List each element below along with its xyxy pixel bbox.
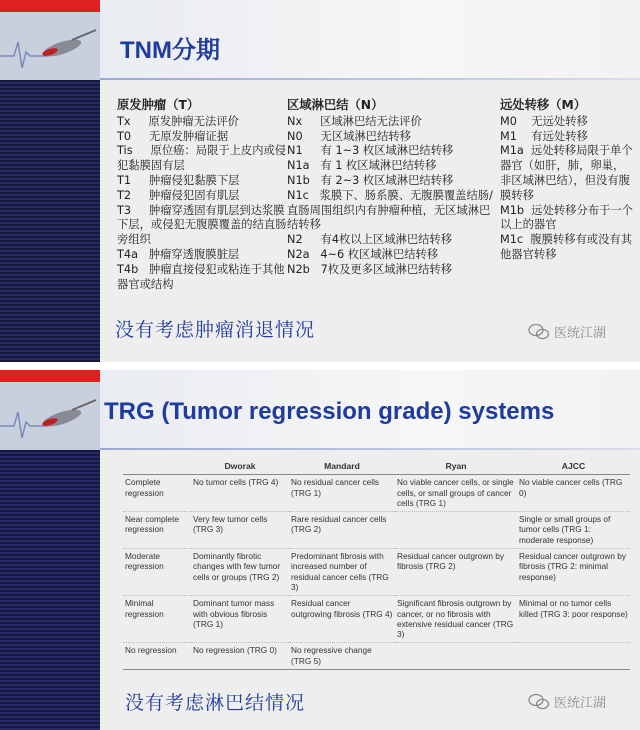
row-label: Minimal regression (123, 596, 191, 643)
list-item: N1c 浆膜下、肠系膜、无腹膜覆盖结肠/直肠周围组织内有肿瘤种植，无区域淋巴结转移 (287, 188, 493, 232)
list-item: N1 有 1~3 枚区域淋巴结转移 (287, 144, 454, 158)
table-cell: Single or small groups of tumor cells (TRG 1: moderate response) (517, 512, 630, 549)
row-label: Complete regression (125, 477, 164, 498)
table-cell: Predominant fibrosis with increased number of residual cancer cells (TRG 3) (289, 549, 395, 596)
list-item: N1a 有 1 枚区域淋巴结转移 (287, 159, 437, 173)
row-label: Near complete regression (123, 512, 191, 549)
table-cell: No viable cancer cells, or single cells, or small groups of cancer cells (TRG 1) (397, 477, 514, 508)
left-stripe-sidebar (0, 80, 100, 362)
slide-footer-note: 没有考虑肿瘤消退情况 (115, 319, 316, 341)
table-cell: Dominantly fibrotic changes with few tumor cells or groups (TRG 2) (191, 549, 289, 596)
watermark (528, 322, 606, 341)
column-primary-tumor (117, 98, 287, 292)
left-stripe-sidebar (0, 450, 100, 730)
table-cell: No regression (TRG 0) (191, 643, 289, 670)
list-item: N2 有4枚以上区域淋巴结转移 (287, 233, 453, 247)
table-header-cell: Mandard (289, 458, 395, 475)
slide-tnm-staging (0, 0, 640, 362)
table-cell: No residual cancer cells (TRG 1) (291, 477, 380, 498)
list-item: Nx 区域淋巴结无法评价 (287, 114, 422, 128)
table-cell: Minimal or no tumor cells killed (TRG 3: poor response) (517, 596, 630, 643)
list-item: M1a 远处转移局限于单个器官（如肝，肺，卵巢，非区域淋巴结），但没有腹膜转移 (500, 144, 633, 202)
slide-logo-graphic (0, 12, 100, 80)
table-cell (517, 643, 630, 670)
wechat-icon (528, 693, 550, 711)
table-cell: Rare residual cancer cells (TRG 2) (289, 512, 395, 549)
title-divider (100, 448, 640, 450)
row-label: Moderate regression (123, 549, 191, 596)
table-header-cell (123, 458, 191, 475)
table-cell: Residual cancer outgrown by fibrosis (TRG 2) (395, 549, 517, 596)
table-cell: Very few tumor cells (TRG 3) (191, 512, 289, 549)
table-row (123, 643, 630, 670)
title-divider (100, 78, 640, 80)
slide-title: TRG (Tumor regression grade) systems (104, 398, 555, 425)
table-row (123, 475, 630, 512)
list-item: T3 肿瘤穿透固有肌层到达浆膜下层，或侵犯无腹膜覆盖的结直肠旁组织 (117, 203, 287, 247)
list-item: Tis 原位癌：局限于上皮内或侵犯黏膜固有层 (117, 144, 287, 173)
slide-footer-note: 没有考虑淋巴结情况 (125, 692, 306, 714)
column-distant-metastasis (500, 98, 635, 263)
accent-red-bar (0, 370, 100, 382)
table-row (123, 596, 630, 643)
watermark-text: 医统江湖 (554, 326, 607, 341)
watermark-text: 医统江湖 (554, 696, 607, 711)
list-item: T0 无原发肿瘤证据 (117, 129, 229, 143)
list-item: N1b 有 2~3 枚区域淋巴结转移 (287, 173, 454, 187)
column-regional-lymph-nodes (287, 98, 497, 278)
list-item: N0 无区域淋巴结转移 (287, 129, 411, 143)
list-item: N2b 7枚及更多区域淋巴结转移 (287, 262, 453, 276)
list-item: T1 肿瘤侵犯黏膜下层 (117, 173, 240, 187)
column-heading: 区域淋巴结（N） (287, 98, 384, 112)
trg-comparison-table (123, 458, 630, 670)
table-header-cell: Ryan (395, 458, 517, 475)
list-item: M0 无远处转移 (500, 114, 588, 128)
table-cell (395, 512, 517, 549)
row-label: No regression (123, 643, 191, 670)
slide-logo-graphic (0, 382, 100, 450)
table-cell: Residual cancer outgrown by fibrosis (TRG 2: minimal response) (517, 549, 630, 596)
slide-trg-systems (0, 370, 640, 730)
list-item: T2 肿瘤侵犯固有肌层 (117, 188, 240, 202)
list-item: N2a 4~6 枚区域淋巴结转移 (287, 247, 439, 261)
table-row (123, 549, 630, 596)
list-item: M1b 远处转移分布于一个以上的器官 (500, 203, 633, 232)
list-item: M1c 腹膜转移有或没有其他器官转移 (500, 233, 633, 261)
table-row (123, 512, 630, 549)
column-heading: 远处转移（M） (500, 98, 587, 112)
table-cell: Residual cancer outgrowing fibrosis (TRG 4) (289, 596, 395, 643)
table-cell: Dominant tumor mass with obvious fibrosis (TRG 1) (191, 596, 289, 643)
list-item: T4a 肿瘤穿透腹膜脏层 (117, 247, 240, 261)
table-cell: No regressive change (TRG 5) (289, 643, 395, 670)
table-cell: No tumor cells (TRG 4) (193, 477, 279, 488)
table-cell: No viable cancer cells (TRG 0) (519, 477, 623, 498)
table-cell: Significant fibrosis outgrown by cancer, or no fibrosis with extensive residual cancer (TRG 3) (395, 596, 517, 643)
watermark (528, 692, 606, 711)
slide-title: TNM分期 (120, 37, 220, 64)
list-item: Tx 原发肿瘤无法评价 (117, 114, 239, 128)
table-cell (395, 643, 517, 670)
list-item: M1 有远处转移 (500, 129, 588, 143)
list-item: T4b 肿瘤直接侵犯或粘连于其他器官或结构 (117, 262, 285, 291)
wechat-icon (528, 323, 550, 341)
table-header-cell: Dworak (191, 458, 289, 475)
table-header-cell: AJCC (517, 458, 630, 475)
accent-red-bar (0, 0, 100, 12)
column-heading: 原发肿瘤（T） (117, 98, 200, 112)
table-header-row (123, 458, 630, 475)
